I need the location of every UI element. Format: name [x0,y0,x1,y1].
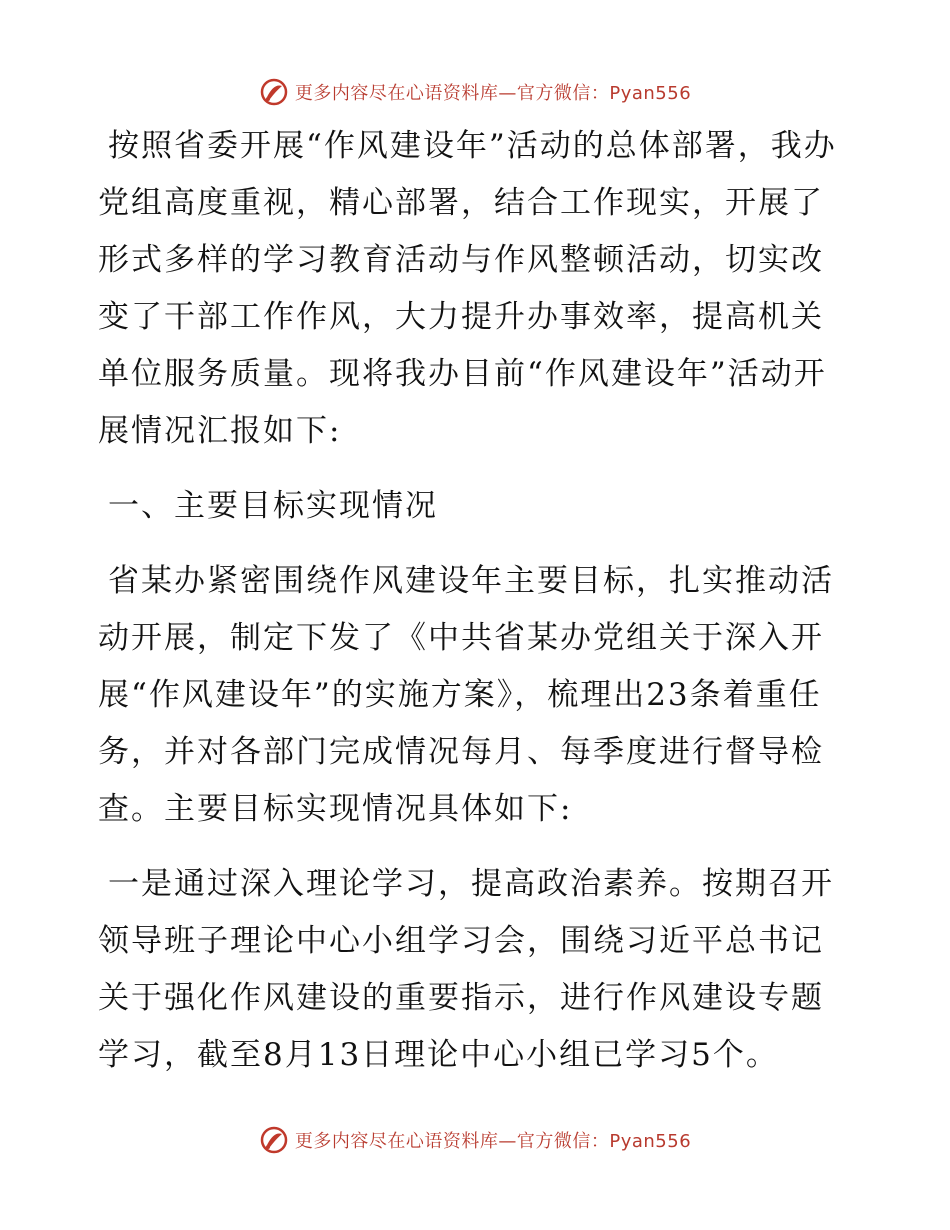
document-body [98,118,852,1084]
watermark-text: 更多内容尽在心语资料库—官方微信：Pyan556 [294,1131,692,1152]
paragraph-intro: 按照省委开展“作风建设年”活动的总体部署，我办党组高度重视，精心部署，结合工作现实，开展了形式多样的学习教育活动与作风整顿活动，切实改变了干部工作作风，大力提升办事效率，提高机关单位服务质量。现将我办目前“作风建设年”活动开展情况汇报如下: [98,128,837,449]
section-heading: 一、主要目标实现情况 [108,488,438,524]
paragraph-goals: 省某办紧密围绕作风建设年主要目标，扎实推动活动开展，制定下发了《中共省某办党组关于深入开展“作风建设年”的实施方案》，梳理出23条着重任务，并对各部门完成情况每月、每季度进行督导检查。主要目标实现情况具体如下: [98,563,834,827]
footer-watermark [0,1120,950,1160]
ink-brush-logo-icon [259,77,289,107]
header-watermark [0,72,950,112]
watermark-text: 更多内容尽在心语资料库—官方微信：Pyan556 [294,83,692,104]
paragraph-theory-study: 一是通过深入理论学习，提高政治素养。按期召开领导班子理论中心小组学习会，围绕习近平总书记关于强化作风建设的重要指示，进行作风建设专题学习，截至8月13日理论中心小组已学习5个。 [98,866,834,1073]
ink-brush-logo-icon [259,1125,289,1155]
